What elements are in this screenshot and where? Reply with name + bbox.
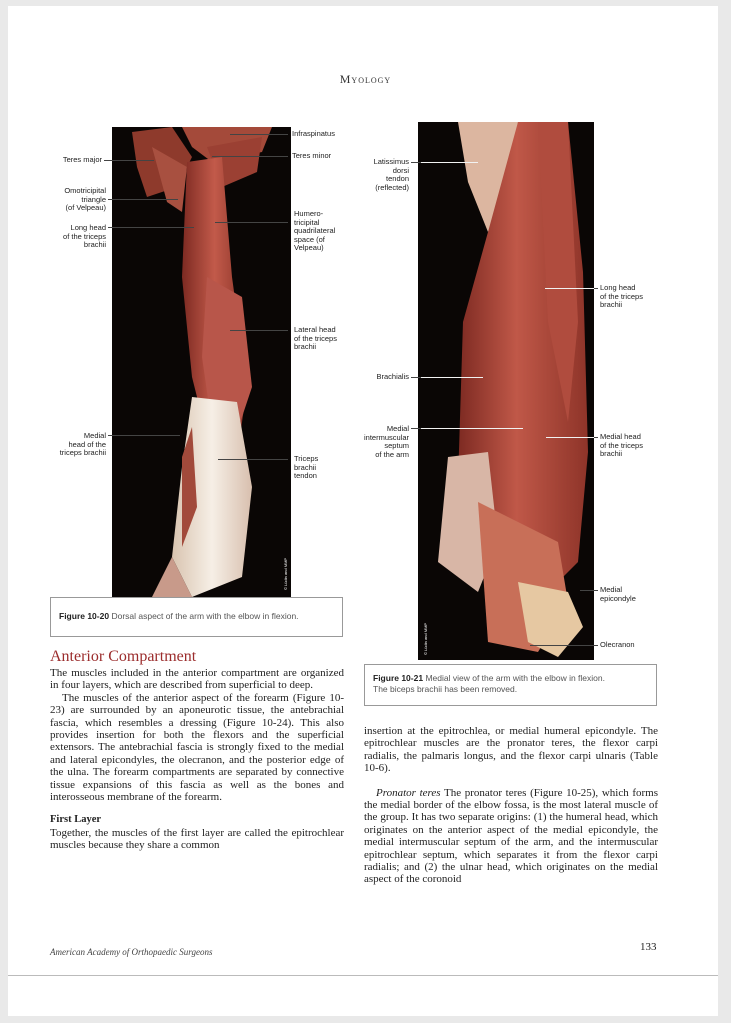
leader-medial-epicondyle: [580, 590, 598, 591]
label-latissimus-dorsi-tendon: Latissimus dorsi tendon (reflected): [373, 157, 409, 192]
paragraph-intro: The muscles included in the anterior compartment are organized in four layers, which are described from superficial to deep.: [50, 667, 344, 692]
paragraph-first-layer: Together, the muscles of the first layer are called the epitrochlear muscles because they share a common: [50, 826, 344, 852]
leader-septum: [411, 428, 421, 429]
right-text-column: [364, 725, 658, 886]
leader-medial-head: [108, 435, 180, 436]
leader-triceps-tendon: [218, 459, 288, 460]
figure-10-21-credit: © Lüdin and MMP: [423, 622, 428, 655]
figure-10-20-number: Figure 10-20: [59, 611, 110, 621]
figure-10-21-photo: [418, 122, 594, 660]
leader-septum-inner: [421, 428, 523, 429]
leader-long-head: [108, 227, 194, 228]
paragraph-fascia: The muscles of the anterior aspect of the forearm (Figure 10-23) are surrounded by an aponeurotic tissue, the antebrachial fascia, which resembles a dressing (Figure 10-24). This also provides insertion for both the flexors and the superficial extensors. The antebrachial fascia is strongly fixed to the medial and lateral epicondyles, the olecranon, and the posterior edge of the ulna. The forearm compartments are separated by connective tissue expansions of this fascia as well as the bones and interosseous membrane of the forearm.: [50, 691, 344, 804]
leader-latissimus-inner: [421, 162, 478, 163]
left-text-column: [50, 667, 344, 852]
leader-teres-major: [104, 160, 154, 161]
figure-10-20-caption: [50, 597, 343, 637]
figure-10-20-credit: © Lüdin and MMP: [283, 557, 288, 590]
label-omotricipital-triangle: Omotricipital triangle (of Velpeau): [64, 186, 106, 212]
figure-10-21-number: Figure 10-21: [373, 673, 424, 683]
footer-divider: [8, 975, 718, 976]
paragraph-epitrochlea: insertion at the epitrochlea, or medial humeral epicondyle. The epitrochlear muscles are the pronator teres, the flexor carpi radialis, the palmaris longus, and the flexor carpi ulnaris (Table 10-6).: [364, 725, 658, 775]
leader-brachialis-inner: [421, 377, 483, 378]
leader-humero-tricipital: [215, 222, 288, 223]
paragraph-pronator-teres: [364, 787, 658, 886]
leader-medial-head-2-inner: [546, 437, 594, 438]
label-lateral-head-triceps: Lateral head of the triceps brachii: [294, 325, 337, 351]
medial-arm-dissection-image: [418, 122, 594, 660]
leader-infraspinatus: [230, 134, 288, 135]
leader-olecranon: [530, 645, 598, 646]
label-teres-minor: Teres minor: [292, 151, 332, 160]
subhead-first-layer: First Layer: [50, 814, 102, 826]
label-medial-head-triceps: Medial head of the triceps brachii: [59, 431, 106, 457]
footer-publisher: American Academy of Orthopaedic Surgeons: [50, 947, 213, 957]
label-brachialis: Brachialis: [376, 372, 409, 381]
dorsal-arm-dissection-image: [112, 127, 291, 597]
label-medial-head-triceps-2: Medial head of the triceps brachii: [600, 432, 643, 458]
leader-teres-minor: [212, 156, 288, 157]
leader-medial-head-2: [594, 437, 598, 438]
figure-10-21-caption-text: Medial view of the arm with the elbow in flexion.: [425, 673, 605, 683]
label-triceps-tendon: Triceps brachii tendon: [294, 454, 319, 480]
pronator-teres-text: The pronator teres (Figure 10-25), which forms the medial border of the elbow fossa, is the most lateral muscle of the group. It has two separate origins: (1) the humeral head, which originates on the anterior aspect of the medial epicondyle, the medial intermuscular septum of the arm, and the intermuscular epitrochlear septum, which separates it from the flexor carpi radialis; and (2) the ulnar head, which originates on the medial aspect of the coronoid: [364, 786, 659, 886]
figure-10-21-caption: [364, 664, 657, 706]
label-medial-intermuscular-septum: Medial intermuscular septum of the arm: [363, 424, 409, 459]
label-infraspinatus: Infraspinatus: [292, 129, 335, 138]
label-medial-epicondyle: Medial epicondyle: [600, 585, 636, 603]
figure-10-21-caption-text-2: The biceps brachii has been removed.: [373, 684, 518, 694]
leader-long-head-2: [594, 288, 598, 289]
leader-long-head-2-inner: [545, 288, 594, 289]
label-long-head-triceps: Long head of the triceps brachii: [63, 223, 106, 249]
leader-lateral-head: [230, 330, 288, 331]
label-teres-major: Teres major: [62, 155, 102, 164]
leader-brachialis: [411, 377, 421, 378]
label-olecranon: Olecranon: [600, 640, 635, 649]
section-title: Anterior Compartment: [50, 648, 197, 665]
figure-10-20-caption-text: Dorsal aspect of the arm with the elbow in flexion.: [111, 611, 299, 621]
running-head: Myology: [339, 72, 392, 86]
leader-latissimus: [411, 162, 421, 163]
figure-10-20-photo: [112, 127, 291, 597]
leader-omotricipital: [108, 199, 178, 200]
label-humero-tricipital-space: Humero- tricipital quadrilateral space (of Velpeau): [294, 209, 336, 252]
page-number: 133: [640, 941, 657, 953]
label-long-head-triceps-2: Long head of the triceps brachii: [600, 283, 643, 309]
pronator-teres-lead: Pronator teres: [376, 786, 441, 799]
